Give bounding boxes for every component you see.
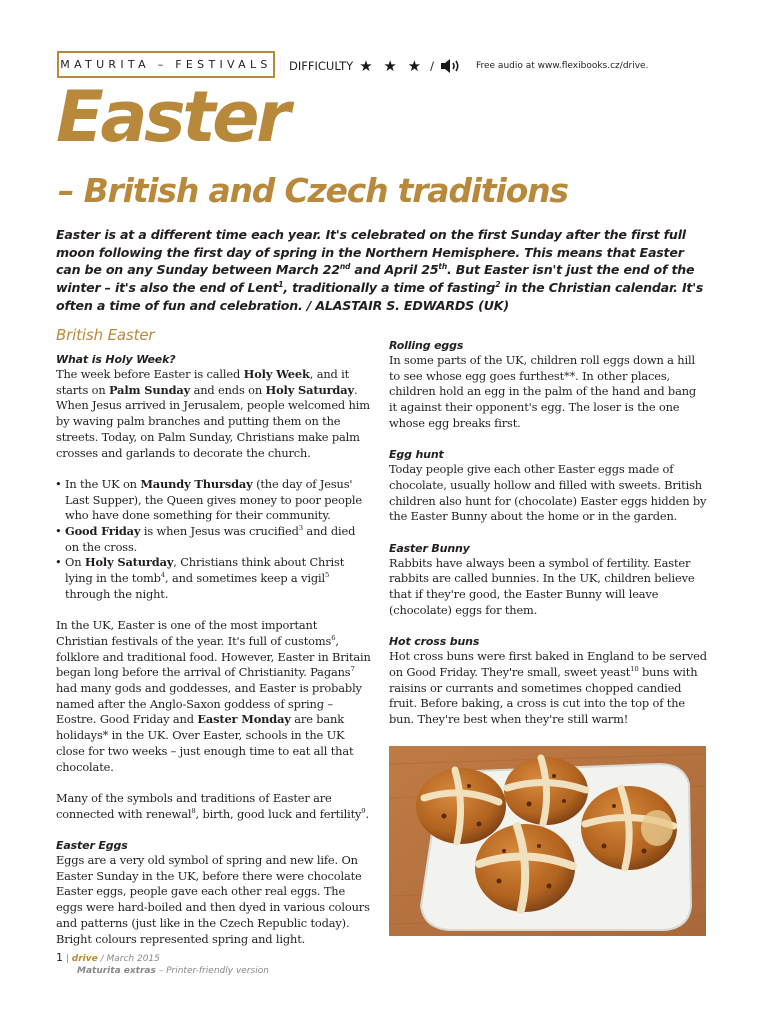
difficulty-label: DIFFICULTY [289,59,354,73]
heading-rolling-eggs: Rolling eggs [389,339,464,352]
right-column [389,338,707,728]
footer-separator: | [65,954,69,964]
page-subtitle: – British and Czech traditions [58,171,568,210]
list-item: • On Holy Saturday, Christians think about Christ lying in the tomb$^4$, and sometimes keep a vigil$^5$ through the night. [56,555,372,602]
hot-cross-buns-photo [389,746,706,936]
page-number: 1 [56,951,63,964]
list-item: • Good Friday is when Jesus was crucified$^3$ and died on the cross. [56,524,372,555]
difficulty-bar [289,58,648,74]
footer-version: – Printer-friendly version [155,966,269,976]
bun [416,768,506,844]
section-tag-label: MATURITA – FESTIVALS [60,58,272,71]
easter-bunny-paragraph: Rabbits have always been a symbol of fertility. Easter rabbits are called bunnies. In the UK, children believe that if they're good, the Easter Bunny will leave (chocolate) eggs for them. [389,555,695,617]
holy-week-list [56,477,372,603]
heading-egg-hunt: Egg hunt [389,448,444,462]
separator: / [430,59,434,73]
heading-easter-bunny: Easter Bunny [389,541,470,555]
footer-extras: Maturita extras [77,966,156,976]
section-tag [57,51,275,78]
egg-hunt-paragraph: Today people give each other Easter eggs made of chocolate, usually hollow and filled with sweets. British children also hunt for (chocolate) Easter eggs hidden by the Easter Bunny about the home or in the garden. [389,462,707,524]
holy-week-paragraph: The week before Easter is called Holy Week, and it starts on Palm Sunday and ends on Holy Saturday. When Jesus arrived in Jerusalem, people welcomed him by waving palm branches and putting them on the streets. Today, on Palm Sunday, Christians make palm crosses and garlands to decorate the church. [56,367,370,460]
uk-easter-paragraph: In the UK, Easter is one of the most important Christian festivals of the year. It's full of customs$^6$, folklore and traditional food. However, Easter in Britain began long before the arrival of Christianity. Pagans$^7$ had many gods and goddesses, and Easter is probably named after the Anglo-Saxon goddess of spring – Eostre. Good Friday and Easter Monday are bank holidays* in the UK. Over Easter, schools in the UK close for two weeks – just enough time to eat all that chocolate. [56,618,371,774]
hot-cross-buns-paragraph: Hot cross buns were first baked in England to be served on Good Friday. They're small, sweet yeast$^{10}$ buns with raisins or currants and sometimes chopped candied fruit. Before baking, a cross is cut into the top of the bun. They're best when they're still warm! [389,649,707,727]
issue-date: / March 2015 [97,954,160,964]
easter-eggs-paragraph: Eggs are a very old symbol of spring and new life. On Easter Sunday in the UK, before there were chocolate Easter eggs, people gave each other real eggs. The eggs were hard-boiled and then dyed in various colours and patterns (just like in the Czech Republic today). Bright colours represented spring and light. [56,853,370,946]
symbols-paragraph: Many of the symbols and traditions of Easter are connected with renewal$^8$, birth, good luck and fertility$^9$. [56,790,369,821]
intro-paragraph: Easter is at a different time each year. It's celebrated on the first Sunday after the first full moon following the first day of spring in the Northern Hemisphere. This means that Easter can be on any Sunday between March 22nd and April 25th. But Easter isn't just the end of the winter – it's also the end of Lent$^1$, traditionally a time of fasting$^2$ in the Christian calendar. It's often a time of fun and celebration. / ALASTAIR S. EDWARDS (UK) [56,227,704,313]
section-heading-british-easter: British Easter [56,326,155,344]
heading-holy-week: What is Holy Week? [56,353,176,366]
list-item: • In the UK on Maundy Thursday (the day of Jesus' Last Supper), the Queen gives money to poor people who have done something for their community. [56,477,372,524]
rolling-eggs-paragraph: In some parts of the UK, children roll eggs down a hill to see whose egg goes furthest**. In other places, children hold an egg in the palm of the hand and bang it against their opponent's egg. The loser is the one whose egg breaks first. [389,353,697,430]
left-column [56,326,372,947]
heading-hot-cross-buns: Hot cross buns [389,635,480,649]
heading-easter-eggs: Easter Eggs [56,839,128,853]
difficulty-stars: ★ ★ ★ [359,57,425,75]
audio-link[interactable]: Free audio at www.flexibooks.cz/drive. [475,61,649,71]
page-title: Easter [56,76,288,158]
brand-name: drive [71,954,98,964]
speaker-icon[interactable] [440,58,462,74]
page-footer [56,952,269,977]
